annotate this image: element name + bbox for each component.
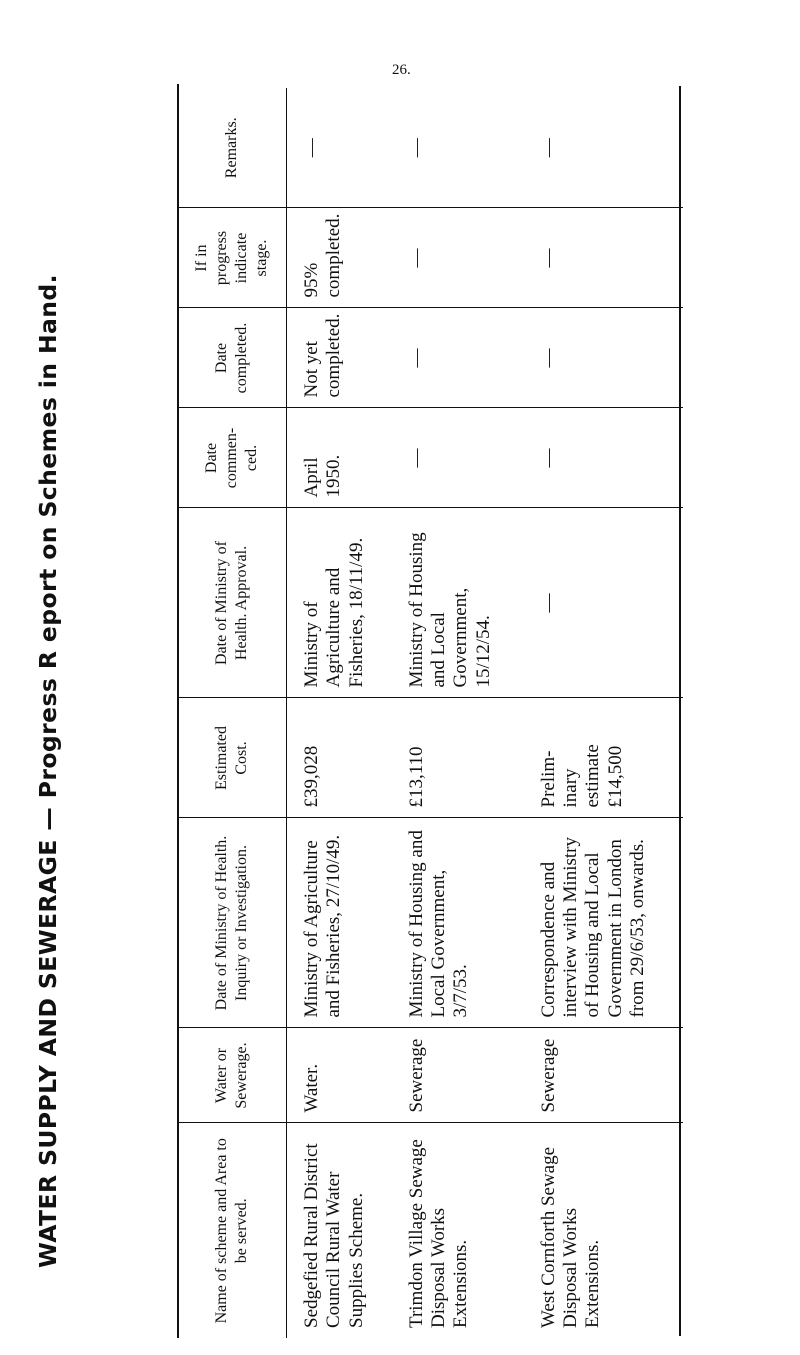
table-row [524, 88, 683, 1338]
header-cost: Estimated Cost. [178, 698, 287, 818]
cell-scheme: Sedgefied Rural District Council Rural Water Supplies Scheme. [301, 1143, 367, 1328]
cell-completed: Not yet completed. [287, 308, 392, 408]
cell-cost: £39,028 [287, 698, 392, 818]
cell-cost: Prelim- inary estimate £14,500 [524, 698, 683, 818]
cell-completed: — [524, 308, 683, 408]
header-remarks: Remarks. [178, 88, 287, 208]
header-progress: If in progress indicate stage. [178, 208, 287, 308]
cell-scheme: Trimdon Village Sewage Disposal Works Extensions. [405, 1139, 472, 1328]
header-inquiry: Date of Ministry of Health. Inquiry or Investigation. [178, 818, 287, 1028]
cell-type: Sewerage [524, 1028, 683, 1123]
cell-inquiry: Ministry of Housing and Local Government, 3/7/53. [392, 818, 524, 1028]
table-row [287, 88, 392, 1338]
cell-commenced: April 1950. [287, 408, 392, 508]
cell-completed: — [392, 308, 524, 408]
cell-remarks: — [287, 88, 392, 208]
page-title [34, 208, 62, 1333]
page-title-text: WATER SUPPLY AND SEWERAGE — Progress R eport on Schemes in Hand. [34, 273, 62, 1268]
cell-remarks: — [524, 88, 683, 208]
table-header-row [178, 88, 287, 1338]
header-commenced: Date commen- ced. [178, 408, 287, 508]
cell-progress: — [524, 208, 683, 308]
page-number: 26. [392, 62, 411, 78]
cell-scheme: West Cornforth Sewage Disposal Works Extensions. [537, 1146, 604, 1328]
cell-type: Sewerage [392, 1028, 524, 1123]
cell-commenced: — [524, 408, 683, 508]
cell-approval: Ministry of Housing and Local Government, 15/12/54. [392, 508, 524, 698]
cell-cost: £13,110 [392, 698, 524, 818]
cell-inquiry: Ministry of Agriculture and Fisheries, 27/10/49. [287, 818, 392, 1028]
cell-progress: — [392, 208, 524, 308]
table-row [392, 88, 524, 1338]
cell-inquiry: Correspondence and interview with Ministry of Housing and Local Government in London from 29/6/53, onwards. [524, 818, 683, 1028]
header-completed: Date completed. [178, 308, 287, 408]
header-approval: Date of Ministry of Health. Approval. [178, 508, 287, 698]
cell-commenced: — [392, 408, 524, 508]
cell-remarks: — [392, 88, 524, 208]
schemes-table [178, 88, 683, 1338]
cell-approval: Ministry of Agriculture and Fisheries, 18/11/49. [287, 508, 392, 698]
header-scheme: Name of scheme and Area to be served. [178, 1123, 287, 1338]
cell-progress: 95% completed. [287, 208, 392, 308]
header-type: Water or Sewerage. [178, 1028, 287, 1123]
cell-type: Water. [287, 1028, 392, 1123]
schemes-table-wrapper [178, 88, 683, 1338]
cell-approval: — [524, 508, 683, 698]
